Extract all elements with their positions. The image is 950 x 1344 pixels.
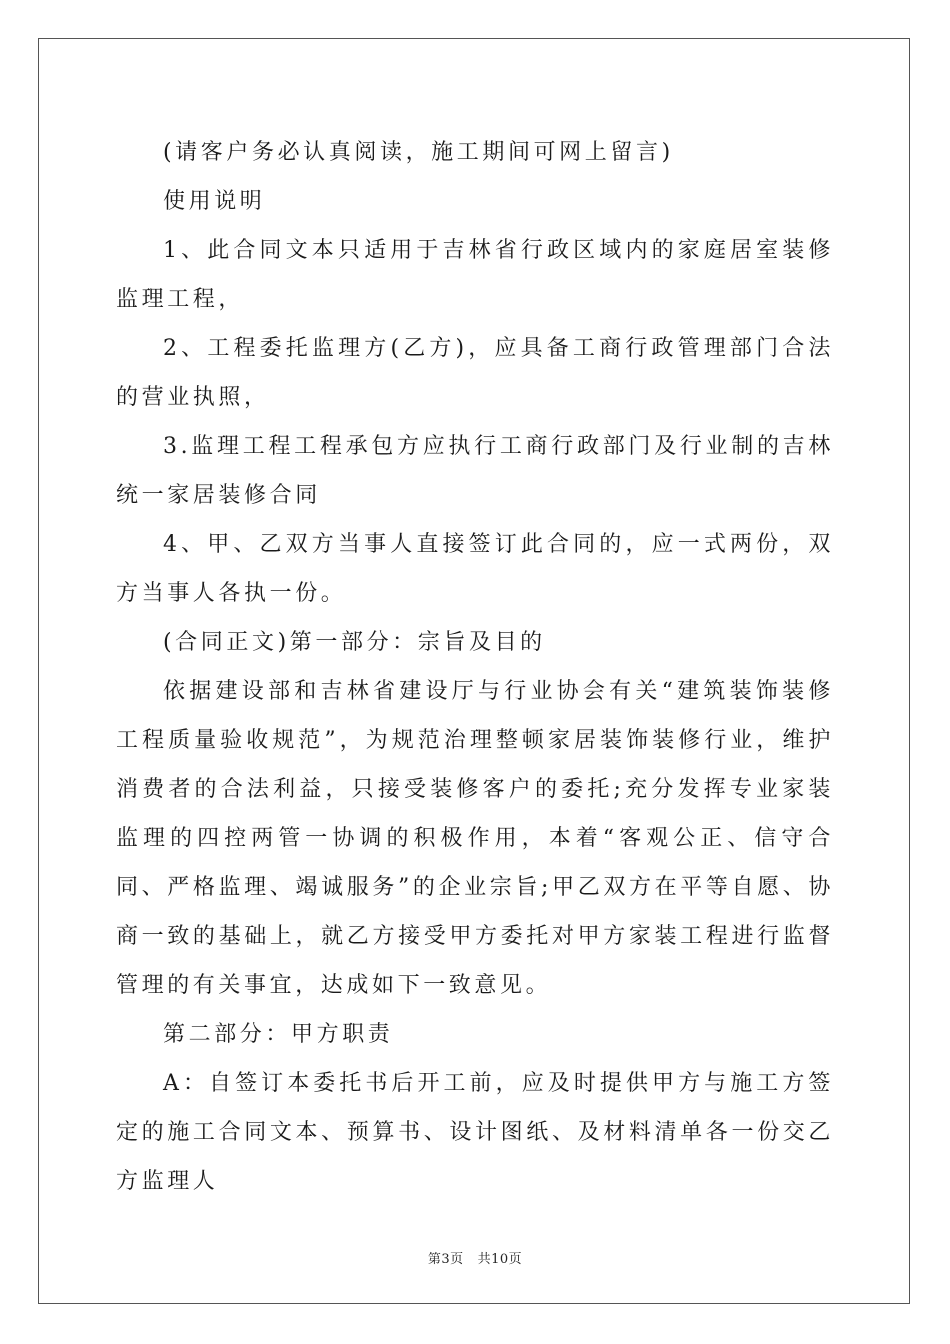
instruction-item-4: 4、甲、乙双方当事人直接签订此合同的，应一式两份，双方当事人各执一份。 xyxy=(116,532,834,606)
instruction-item-3: 3.监理工程工程承包方应执行工商行政部门及行业制的吉林统一家居装修合同 xyxy=(116,434,834,508)
part-two-heading: 第二部分：甲方职责 xyxy=(163,1022,394,1047)
page-total: 共10页 xyxy=(477,1252,523,1267)
contract-body xyxy=(116,128,834,1206)
page-number: 第3页 xyxy=(427,1252,464,1267)
part-one-body: 依据建设部和吉林省建设厅与行业协会有关“建筑装饰装修工程质量验收规范”，为规范治理整顿家居装饰装修行业，维护消费者的合法利益，只接受装修客户的委托;充分发挥专业家装监理的四控两管一协调的积极作用，本着“客观公正、信守合同、严格监理、竭诚服务”的企业宗旨;甲乙双方在平等自愿、协商一致的基础上，就乙方接受甲方委托对甲方家装工程进行监督管理的有关事宜，达成如下一致意见。 xyxy=(116,679,834,998)
note-paragraph: (请客户务必认真阅读，施工期间可网上留言) xyxy=(163,140,674,165)
instructions-heading: 使用说明 xyxy=(163,189,266,214)
instruction-item-2: 2、工程委托监理方(乙方)，应具备工商行政管理部门合法的营业执照， xyxy=(116,336,834,410)
page-footer xyxy=(0,1248,950,1267)
part-one-heading: (合同正文)第一部分：宗旨及目的 xyxy=(163,630,546,655)
instruction-item-1: 1、此合同文本只适用于吉林省行政区域内的家庭居室装修监理工程， xyxy=(116,238,834,312)
part-two-item-a: A：自签订本委托书后开工前，应及时提供甲方与施工方签定的施工合同文本、预算书、设计图纸、及材料清单各一份交乙方监理人 xyxy=(116,1071,834,1194)
